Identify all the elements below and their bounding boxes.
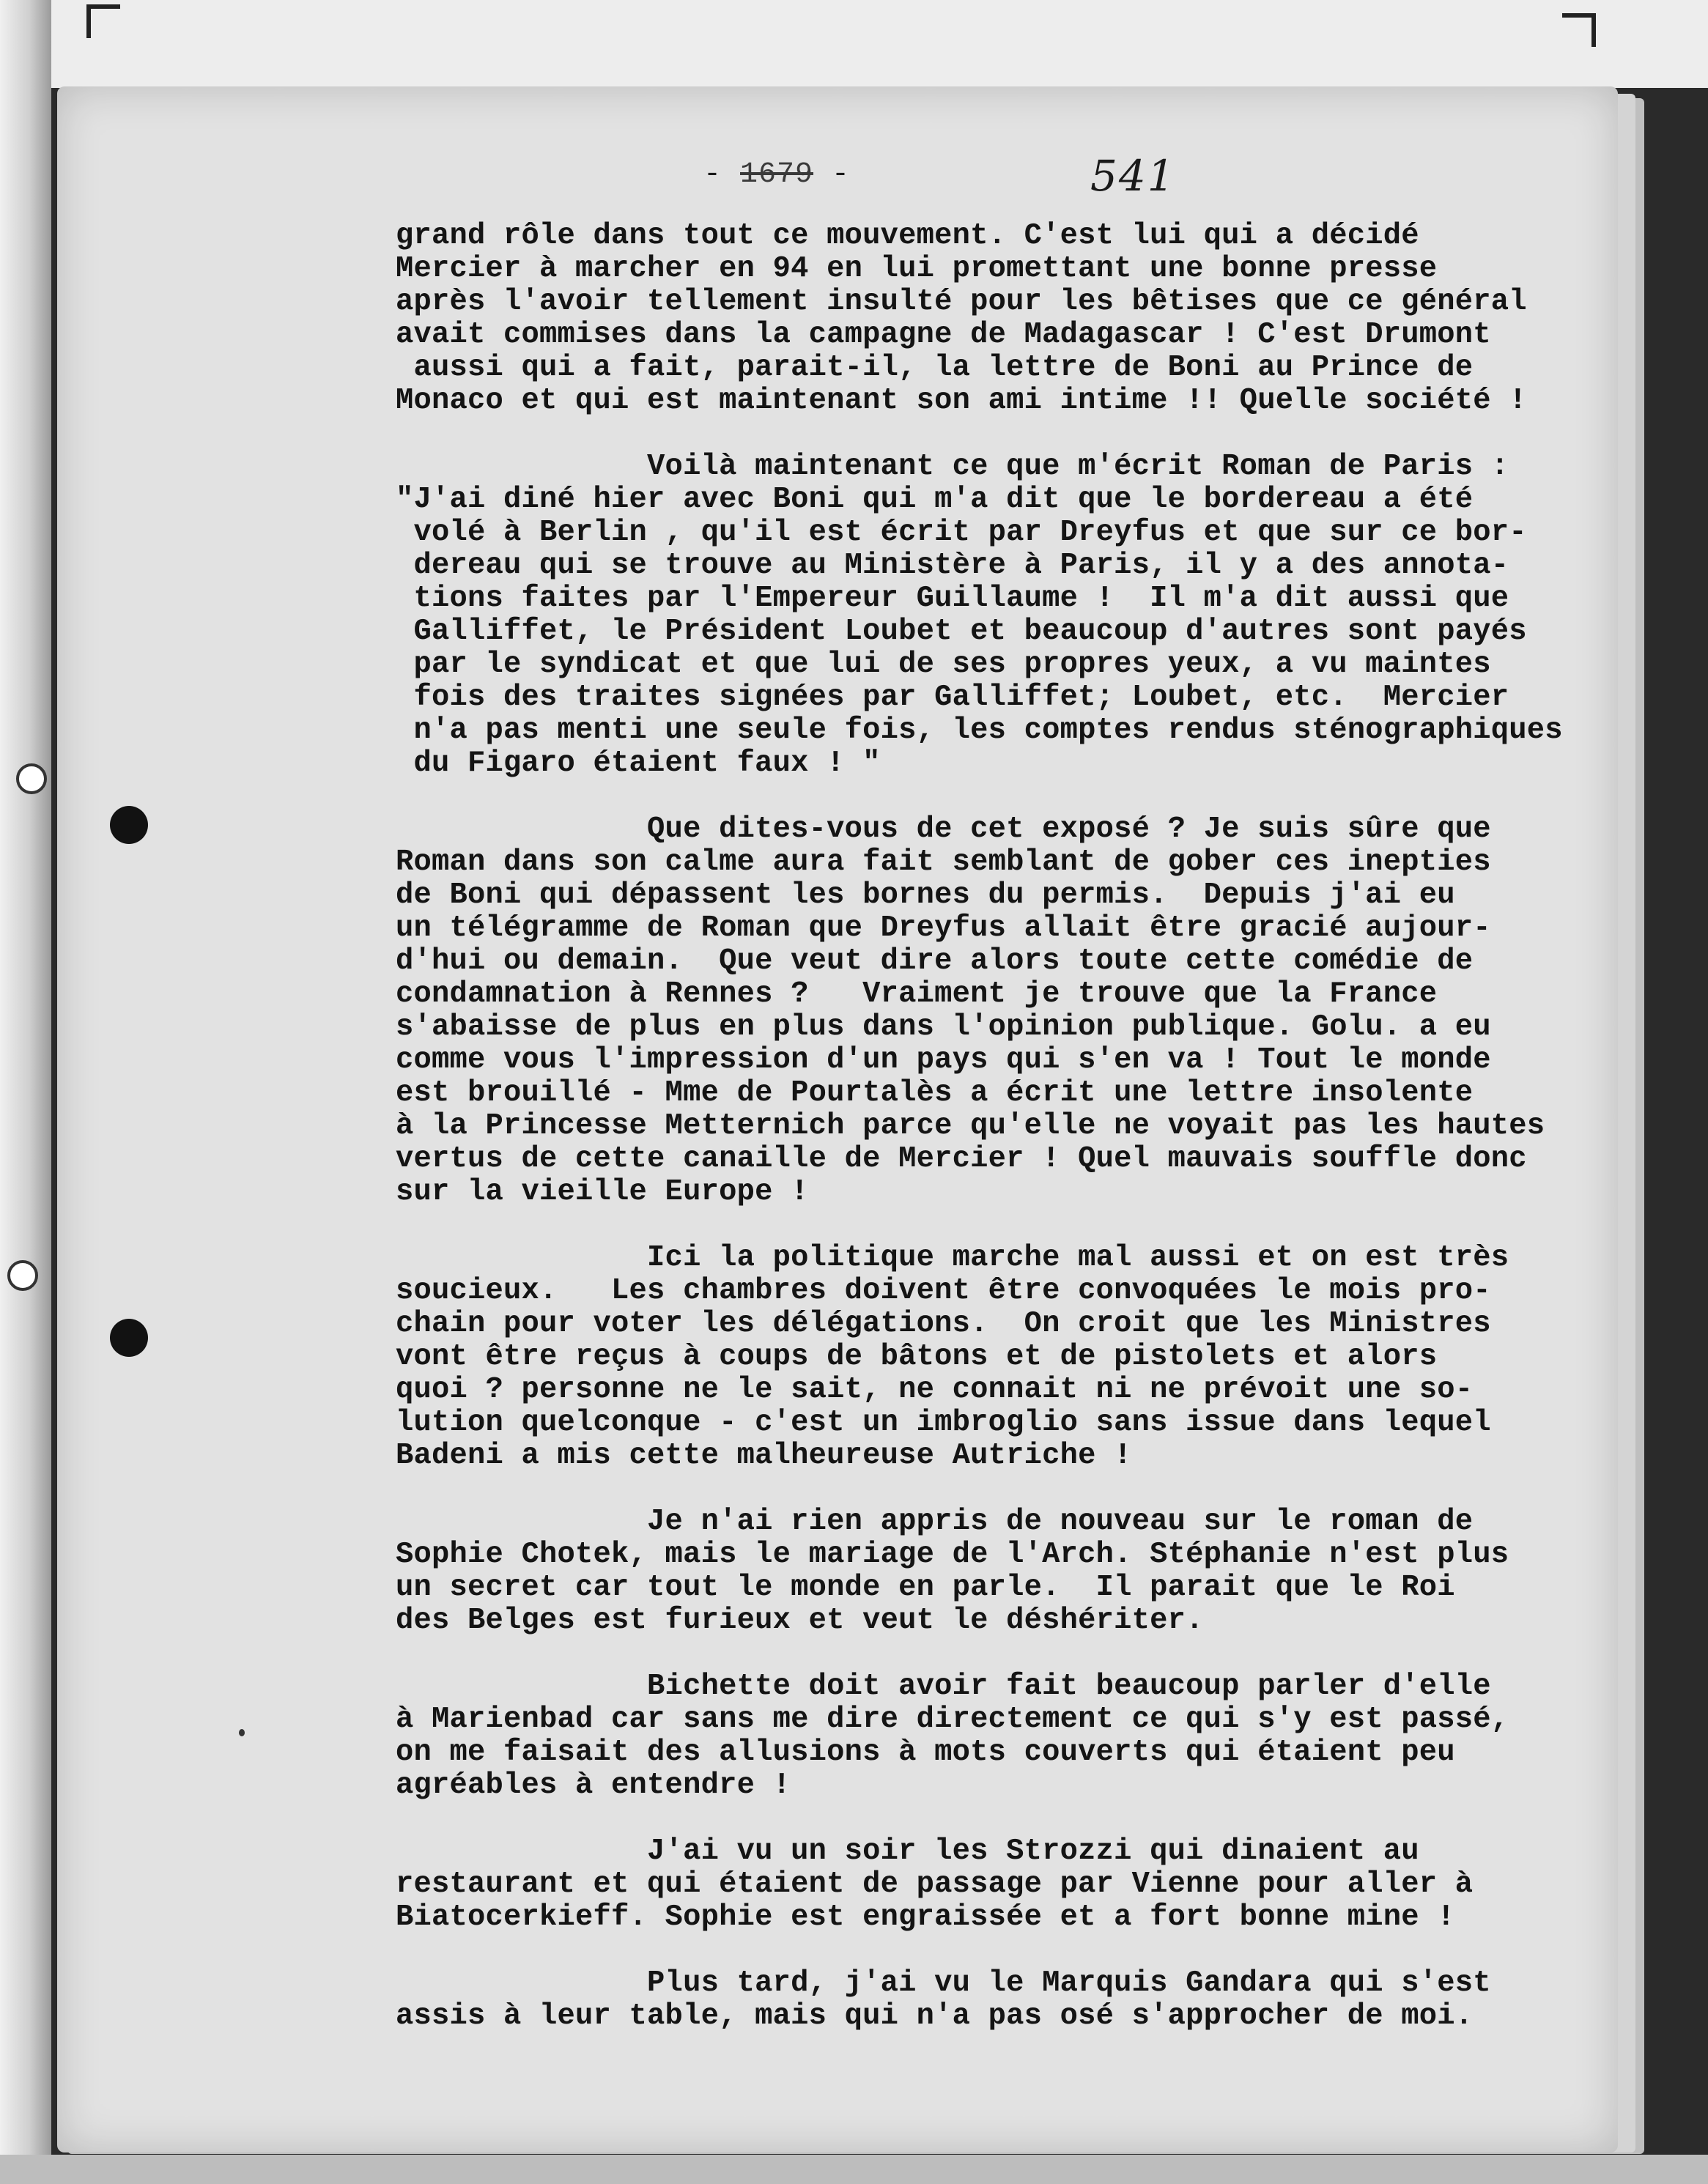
- text-line: s'abaisse de plus en plus dans l'opinion publique. Golu. a eu: [396, 1010, 1491, 1044]
- text-line: Monaco et qui est maintenant son ami intime !! Quelle société !: [396, 384, 1527, 418]
- text-line: du Figaro étaient faux ! ": [396, 747, 881, 780]
- text-line: d'hui ou demain. Que veut dire alors toute cette comédie de: [396, 944, 1474, 978]
- text-line: agréables à entendre !: [396, 1769, 791, 1802]
- text-line: Roman dans son calme aura fait semblant de gober ces inepties: [396, 845, 1491, 879]
- text-line: n'a pas menti une seule fois, les comptes rendus sténographiques: [396, 714, 1563, 747]
- text-line: avait commises dans la campagne de Madagascar ! C'est Drumont: [396, 318, 1491, 352]
- scan-background-top: [0, 0, 1708, 88]
- punch-hole-icon: [110, 806, 148, 844]
- text-line: de Boni qui dépassent les bornes du permis. Depuis j'ai eu: [396, 878, 1455, 912]
- text-line: on me faisait des allusions à mots couverts qui étaient peu: [396, 1736, 1455, 1769]
- struck-page-number: - 1679 -: [703, 158, 851, 191]
- text-line: aussi qui a fait, parait-il, la lettre de Boni au Prince de: [396, 351, 1474, 385]
- paragraph: [396, 220, 1641, 418]
- text-line: à la Princesse Metternich parce qu'elle ne voyait pas les hautes: [396, 1109, 1545, 1143]
- text-line: volé à Berlin , qu'il est écrit par Dreyfus et que sur ce bor-: [396, 516, 1527, 549]
- paragraph: [396, 1242, 1641, 1473]
- text-line: sur la vieille Europe !: [396, 1175, 809, 1209]
- paragraph: [396, 1967, 1641, 2033]
- text-line: J'ai vu un soir les Strozzi qui dinaient au: [396, 1835, 1419, 1868]
- ink-speck: [239, 1729, 245, 1736]
- paragraph: [396, 813, 1641, 1209]
- scan-background-bottom: [0, 2155, 1708, 2184]
- text-line: après l'avoir tellement insulté pour les bêtises que ce général: [396, 285, 1527, 319]
- text-line: Ici la politique marche mal aussi et on est très: [396, 1241, 1509, 1275]
- text-line: des Belges est furieux et veut le déshériter.: [396, 1604, 1204, 1637]
- crop-mark-top-right: [1562, 13, 1596, 47]
- text-line: fois des traites signées par Galliffet; Loubet, etc. Mercier: [396, 681, 1509, 714]
- paragraph: [396, 451, 1641, 780]
- paragraph: [396, 1506, 1641, 1637]
- binder-hole-icon: [7, 1260, 38, 1291]
- text-line: Que dites-vous de cet exposé ? Je suis sûre que: [396, 812, 1491, 846]
- text-line: par le syndicat et que lui de ses propres yeux, a vu maintes: [396, 648, 1491, 681]
- letter-body: [396, 220, 1641, 2033]
- punch-hole-icon: [110, 1319, 148, 1357]
- text-line: lution quelconque - c'est un imbroglio sans issue dans lequel: [396, 1406, 1491, 1440]
- scan-background-left: [0, 0, 51, 2184]
- text-line: vont être reçus à coups de bâtons et de pistolets et alors: [396, 1340, 1438, 1374]
- text-line: Sophie Chotek, mais le mariage de l'Arch. Stéphanie n'est plus: [396, 1538, 1509, 1572]
- text-line: grand rôle dans tout ce mouvement. C'est lui qui a décidé: [396, 219, 1419, 253]
- folio-number: 541: [1090, 151, 1176, 201]
- text-line: vertus de cette canaille de Mercier ! Quel mauvais souffle donc: [396, 1142, 1527, 1176]
- text-line: chain pour voter les délégations. On croit que les Ministres: [396, 1307, 1491, 1341]
- text-line: restaurant et qui étaient de passage par Vienne pour aller à: [396, 1867, 1474, 1901]
- text-line: un télégramme de Roman que Dreyfus allait être gracié aujour-: [396, 911, 1491, 945]
- text-line: Biatocerkieff. Sophie est engraissée et a fort bonne mine !: [396, 1900, 1455, 1934]
- text-line: Voilà maintenant ce que m'écrit Roman de Paris :: [396, 450, 1509, 484]
- text-line: Badeni a mis cette malheureuse Autriche !: [396, 1439, 1132, 1473]
- text-line: Galliffet, le Président Loubet et beaucoup d'autres sont payés: [396, 615, 1527, 648]
- text-line: assis à leur table, mais qui n'a pas osé s'approcher de moi.: [396, 1999, 1474, 2033]
- text-line: à Marienbad car sans me dire directement ce qui s'y est passé,: [396, 1703, 1509, 1736]
- text-line: comme vous l'impression d'un pays qui s'en va ! Tout le monde: [396, 1043, 1491, 1077]
- text-line: "J'ai diné hier avec Boni qui m'a dit que le bordereau a été: [396, 483, 1474, 517]
- text-line: condamnation à Rennes ? Vraiment je trouve que la France: [396, 977, 1438, 1011]
- struck-number: 1679: [740, 158, 814, 191]
- text-line: soucieux. Les chambres doivent être convoquées le mois pro-: [396, 1274, 1491, 1308]
- text-line: Plus tard, j'ai vu le Marquis Gandara qui s'est: [396, 1966, 1491, 2000]
- binder-hole-icon: [16, 763, 47, 794]
- text-line: tions faites par l'Empereur Guillaume ! Il m'a dit aussi que: [396, 582, 1509, 615]
- paragraph: [396, 1670, 1641, 1802]
- paragraph: [396, 1835, 1641, 1934]
- text-line: quoi ? personne ne le sait, ne connait ni ne prévoit une so-: [396, 1373, 1474, 1407]
- crop-mark-top-left: [86, 4, 120, 38]
- text-line: Je n'ai rien appris de nouveau sur le roman de: [396, 1505, 1474, 1539]
- text-line: dereau qui se trouve au Ministère à Paris, il y a des annota-: [396, 549, 1509, 582]
- text-line: est brouillé - Mme de Pourtalès a écrit une lettre insolente: [396, 1076, 1474, 1110]
- text-line: Mercier à marcher en 94 en lui promettant une bonne presse: [396, 252, 1438, 286]
- text-line: Bichette doit avoir fait beaucoup parler d'elle: [396, 1670, 1491, 1703]
- text-line: un secret car tout le monde en parle. Il parait que le Roi: [396, 1571, 1455, 1604]
